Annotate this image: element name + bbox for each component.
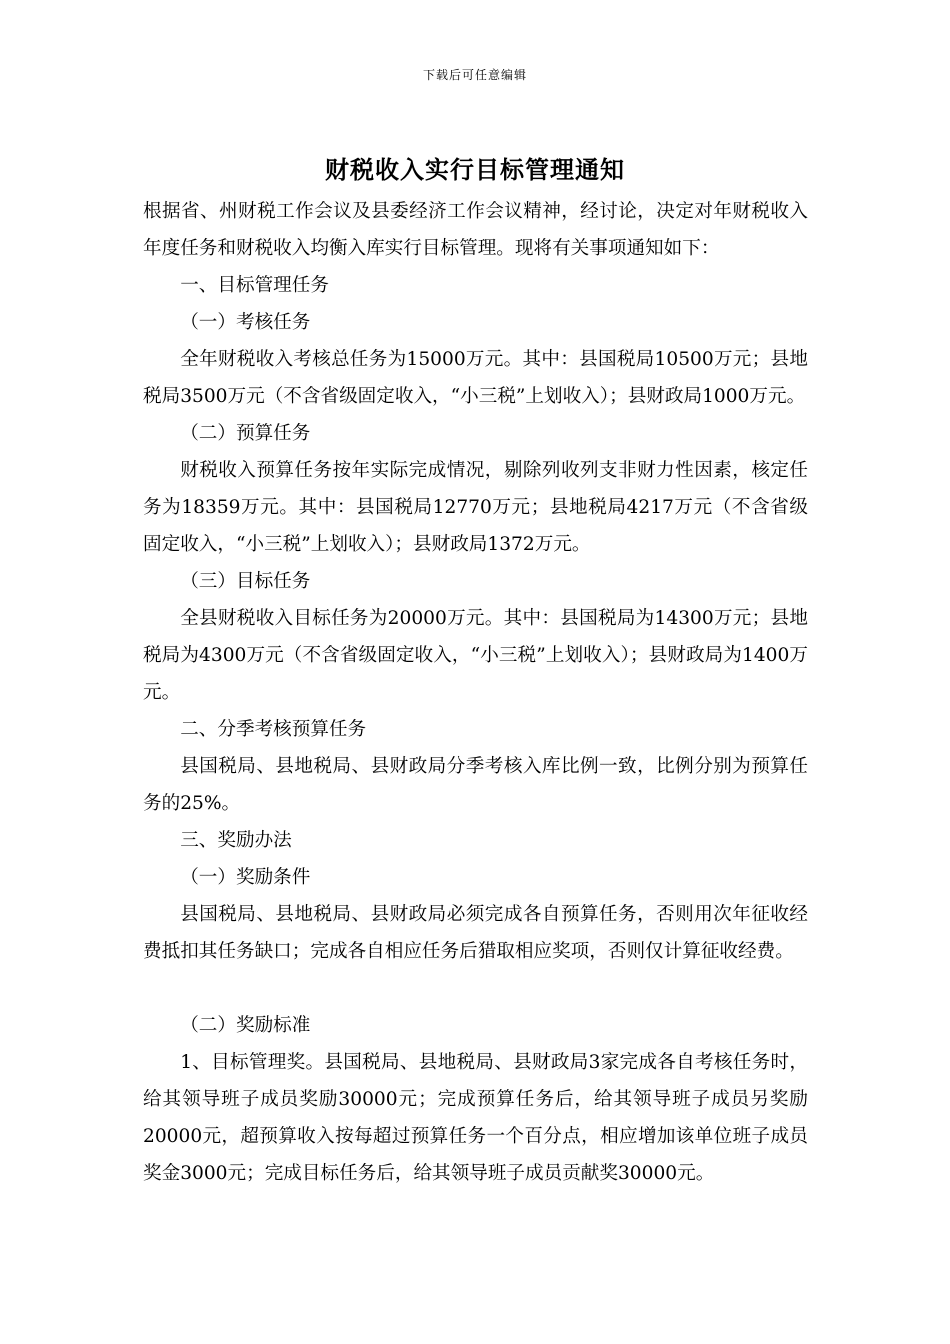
document-body <box>143 193 808 1192</box>
paragraph-quarterly: 县国税局、县地税局、县财政局分季考核入库比例一致，比例分别为预算任务的25%。 <box>143 756 808 814</box>
subsection-heading-3-2: （二）奖励标准 <box>180 1015 311 1036</box>
subsection-heading-3-1: （一）奖励条件 <box>180 867 311 888</box>
paragraph-intro: 根据省、州财税工作会议及县委经济工作会议精神，经讨论，决定对年财税收入年度任务和财税收入均衡入库实行目标管理。现将有关事项通知如下： <box>143 201 808 259</box>
subsection-heading-1-2: （二）预算任务 <box>180 423 311 444</box>
document-title: 财税收入实行目标管理通知 <box>325 155 625 184</box>
page-header-note: 下载后可任意编辑 <box>422 68 527 82</box>
paragraph-target-task: 全县财税收入目标任务为20000万元。其中：县国税局为14300万元；县地税局为4300万元（不含省级固定收入，“小三税”上划收入）；县财政局为1400万元。 <box>143 608 808 703</box>
paragraph-reward-standards: 1、目标管理奖。县国税局、县地税局、县财政局3家完成各自考核任务时，给其领导班子成员奖励30000元；完成预算任务后，给其领导班子成员另奖励20000元，超预算收入按每超过预算任务一个百分点，相应增加该单位班子成员奖金3000元；完成目标任务后，给其领导班子成员贡献奖30000元。 <box>143 1052 808 1184</box>
subsection-heading-1-1: （一）考核任务 <box>180 312 311 333</box>
subsection-heading-1-3: （三）目标任务 <box>180 571 311 592</box>
paragraph-assessment-task: 全年财税收入考核总任务为15000万元。其中：县国税局10500万元；县地税局3500万元（不含省级固定收入，“小三税”上划收入）；县财政局1000万元。 <box>143 349 808 407</box>
section-heading-1: 一、目标管理任务 <box>180 275 329 296</box>
section-heading-2: 二、分季考核预算任务 <box>180 719 367 740</box>
paragraph-reward-conditions: 县国税局、县地税局、县财政局必须完成各自预算任务，否则用次年征收经费抵扣其任务缺口；完成各自相应任务后猎取相应奖项，否则仅计算征收经费。 <box>143 904 808 962</box>
section-heading-3: 三、奖励办法 <box>180 830 292 851</box>
paragraph-budget-task: 财税收入预算任务按年实际完成情况，剔除列收列支非财力性因素，核定任务为18359万元。其中：县国税局12770万元；县地税局4217万元（不含省级固定收入，“小三税”上划收入）；县财政局1372万元。 <box>143 460 808 555</box>
